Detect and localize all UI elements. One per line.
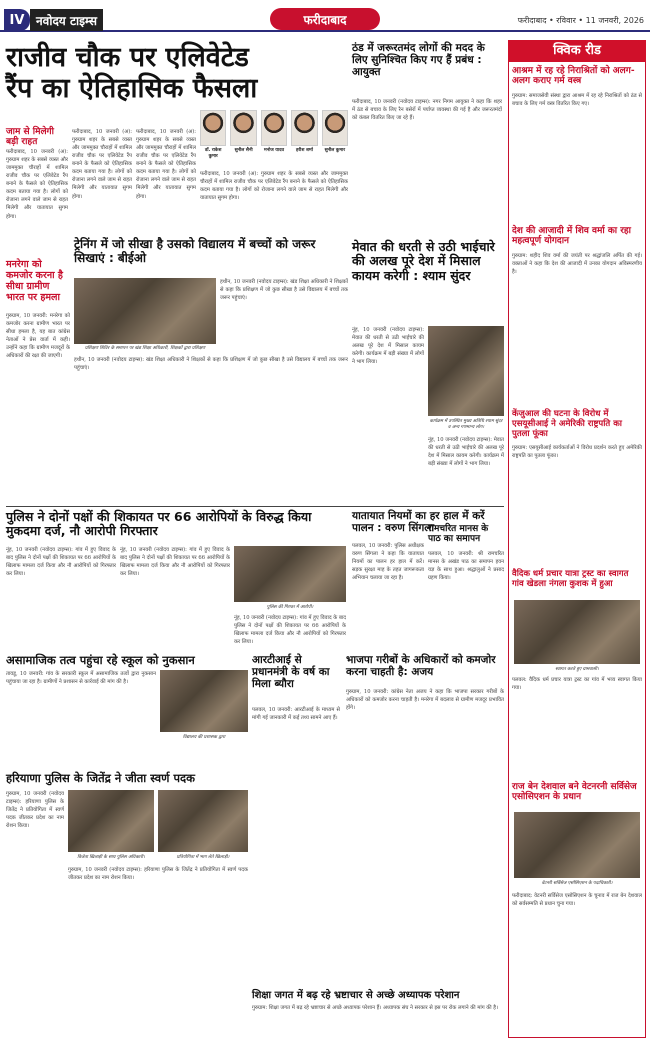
sidebar-body-3: गुरुग्राम: एसयूसीआई कार्यकर्ताओं ने विरोध प्रदर्शन करते हुए अमेरिकी राष्ट्रपति का पुतला फूंका। [512,445,642,460]
police-photo [234,546,346,602]
portrait: सुनील सैनी [230,110,256,166]
ramcharit-body: पलवल, 10 जनवरी: श्री रामचरित मानस के अखंड पाठ का समापन हवन यज्ञ के साथ हुआ। श्रद्धालुओं ने प्रसाद ग्रहण किया। [428,551,504,582]
tent-headline: ठंड में जरूरतमंद लोगों की मदद के लिए सुनिश्चित किए गए हैं प्रबंध : आयुक्त [352,42,485,79]
city-tag: फरीदाबाद [270,8,380,30]
gold-body-2: गुरुग्राम, 10 जनवरी (नवोदय टाइम्स): हरियाणा पुलिस के जितेंद्र ने प्रतियोगिता में स्वर्ण पदक जीतकर प्रदेश का नाम रोशन किया। [68,867,248,882]
sidebar-headline-5: राज बेन देशवाल बने वेटनरनी सर्विसेज एसोसिएशन के प्रधान [512,782,637,803]
mewat-body: नूंह, 10 जनवरी (नवोदय टाइम्स): मेवात की धरती से उठी भाईचारे की अलख पूरे देश में मिसाल कायम करेगी। कार्यक्रम में बड़ी संख्या में लोगों ने भाग लिया। [352,327,424,366]
sidebar-kicker: क्विक रीड [508,40,646,62]
lead-subhead: जाम से मिलेगी बड़ी राहत [6,127,54,147]
gold-photo-1 [68,790,154,852]
mewat-headline: मेवात की धरती से उठी भाईचारे की अलख पूरे देश में मिसाल कायम करेगी : श्याम सुंदर [352,239,495,283]
lead-body-under-photos: फरीदाबाद, 10 जनवरी (अ): गुरुग्राम शहर के सबसे व्यस्त और जाममुक्त चौराहों में शामिल राजीव चौक पर एलिवेटेड रैंप बनाने के फैसले को ऐतिहासिक कदम बताया गया है। लोगों को रोजाना लगने वाले जाम से राहत मिलेगी और यातायात सुगम होगा। [200,171,348,202]
police-body: नूंह, 10 जनवरी (नवोदय टाइम्स): गांव में हुए विवाद के बाद पुलिस ने दोनों पक्षों की शिकायत पर 66 आरोपियों के खिलाफ मामला दर्ज किया और नौ आरोपियों को गिरफ्तार कर लिया। [6,547,116,578]
training-headline: ट्रेनिंग में जो सीखा है उसको विद्यालय में बच्चों को जरूर सिखाएं : बीईओ [74,237,316,265]
page-header [0,6,650,32]
sidebar-caption-5: वेटनरी सर्विसेज एसोसिएशन के पदाधिकारी। [541,881,613,886]
rti-headline: आरटीआई से प्रधानमंत्री के वर्ष का मिला ब्यौरा [252,654,330,691]
training-body: हथीन, 10 जनवरी (नवोदय टाइम्स): खंड शिक्षा अधिकारी ने शिक्षकों से कहा कि प्रशिक्षण में जो कुछ सीखा है उसे विद्यालय में बच्चों तक जरूर पहुंचाएं। [220,279,348,302]
mewat-photo [428,326,504,416]
gold-caption-2: प्रतियोगिता में भाग लेते खिलाड़ी। [176,855,230,860]
gold-caption-1: विजेता खिलाड़ी के साथ पुलिस अधिकारी। [77,855,145,860]
ramcharit-headline: रामचरित मानस के पाठ का समापन [428,524,489,545]
traffic-body: पलवल, 10 जनवरी: पुलिस अधीक्षक वरुण सिंगला ने कहा कि यातायात नियमों का पालन हर हाल में करें। सड़क सुरक्षा माह के तहत जागरूकता अभियान चलाया जा रहा है। [352,543,424,582]
sidebar-body-1: गुरुग्राम: समाजसेवी संस्था द्वारा आश्रम में रह रहे निराश्रितों को ठंड से बचाव के लिए गर्म वस्त्र वितरित किए गए। [512,93,642,108]
traffic-headline: यातायात नियमों का हर हाल में करें पालन : वरुण सिंगला [352,510,485,535]
portrait: डॉ. राकेश कुमार [200,110,226,166]
police-headline: पुलिस ने दोनों पक्षों की शिकायत पर 66 आरोपियों के विरुद्ध किया मुकदमा दर्ज, नौ आरोपी गिरफ्तार [6,509,312,539]
police-body-2: नूंह, 10 जनवरी (नवोदय टाइम्स): गांव में हुए विवाद के बाद पुलिस ने दोनों पक्षों की शिकायत पर 66 आरोपियों के खिलाफ मामला दर्ज किया और नौ आरोपियों को गिरफ्तार कर लिया। [120,547,230,578]
training-body-2: हथीन, 10 जनवरी (नवोदय टाइम्स): खंड शिक्षा अधिकारी ने शिक्षकों से कहा कि प्रशिक्षण में जो कुछ सीखा है उसे विद्यालय में बच्चों तक जरूर पहुंचाएं। [74,357,348,372]
portrait: हरीश शर्मा [291,110,317,166]
section-divider [6,506,504,507]
sidebar-caption-4: स्वागत करते हुए ग्रामवासी। [555,667,599,672]
sidebar-body-5: फरीदाबाद: वेटनरी सर्विसेज एसोसिएशन के चुनाव में राज बेन देशवाल को सर्वसम्मति से प्रधान चुना गया। [512,893,642,908]
training-caption: प्रशिक्षण शिविर के समापन पर खंड शिक्षा अधिकारी, शिक्षकों द्वारा प्रशिक्षण [84,346,206,351]
police-caption: पुलिस की गिरफ्त में आरोपी। [266,605,314,610]
masthead-logo: नवोदय टाइम्स [30,9,103,31]
mnrega-headline: मनरेगा को कमजोर करना है सीधा ग्रामीण भारत पर हमला [6,259,63,303]
sidebar-photo-5 [514,812,640,878]
dateline: फरीदाबाद • रविवार • 11 जनवरी, 2026 [517,16,644,25]
school-body: तावडू, 10 जनवरी: गांव के सरकारी स्कूल में असामाजिक तत्वों द्वारा नुकसान पहुंचाया जा रहा है। ग्रामीणों ने प्रशासन से कार्रवाई की मांग की है। [6,671,156,686]
sidebar-headline-4: वैदिक धर्म प्रचार यात्रा ट्रस्ट का स्वागत गांव खेडला नंगला कुशक में हुआ [512,569,629,589]
sidebar-headline-3: केंजुआल की घटना के विरोध में एसयूसीआई ने अमेरिकी राष्ट्रपति का पुतला फूंका [512,409,622,439]
portrait: मनोज यादव [261,110,287,166]
rti-body: पलवल, 10 जनवरी: आरटीआई के माध्यम से मांगी गई जानकारी में कई तथ्य सामने आए हैं। [252,707,340,722]
education-headline: शिक्षा जगत में बढ़ रहे भ्रष्टाचार से अच्छे अध्यापक परेशान [252,990,460,1001]
lead-body: फरीदाबाद, 10 जनवरी (अ): गुरुग्राम शहर के सबसे व्यस्त और जाममुक्त चौराहों में शामिल राजीव चौक पर एलिवेटेड रैंप बनाने के फैसले को ऐतिहासिक कदम बताया गया है। लोगों को रोजाना लगने वाले जाम से राहत मिलेगी और यातायात सुगम होगा। [6,149,68,220]
lead-body-col3: फरीदाबाद, 10 जनवरी (अ): गुरुग्राम शहर के सबसे व्यस्त और जाममुक्त चौराहों में शामिल राजीव चौक पर एलिवेटेड रैंप बनाने के फैसले को ऐतिहासिक कदम बताया गया है। लोगों को रोजाना लगने वाले जाम से राहत मिलेगी और यातायात सुगम होगा। [136,129,196,200]
bjp-body: गुरुग्राम, 10 जनवरी: कांग्रेस नेता अजय ने कहा कि भाजपा सरकार गरीबों के अधिकारों को कमजोर करना चाहती है। मनरेगा में बदलाव से ग्रामीण मजदूर प्रभावित होंगे। [346,689,504,712]
lead-headline: राजीव चौक पर एलिवेटेड रैंप का ऐतिहासिक फैसला [6,42,258,105]
page-number: IV [4,9,30,31]
gold-body: गुरुग्राम, 10 जनवरी (नवोदय टाइम्स): हरियाणा पुलिस के जितेंद्र ने प्रतियोगिता में स्वर्ण पदक जीतकर प्रदेश का नाम रोशन किया। [6,791,64,830]
education-body: गुरुग्राम: शिक्षा जगत में बढ़ रहे भ्रष्टाचार से अच्छे अध्यापक परेशान हैं। अध्यापक संघ ने सरकार से इस पर रोक लगाने की मांग की है। [252,1005,498,1011]
sidebar-headline-1: आश्रम में रह रहे निराश्रितों को अलग-अलग कराए गर्म वस्त्र [512,66,635,87]
sidebar-photo-4 [514,600,640,664]
lead-body-col2: फरीदाबाद, 10 जनवरी (अ): गुरुग्राम शहर के सबसे व्यस्त और जाममुक्त चौराहों में शामिल राजीव चौक पर एलिवेटेड रैंप बनाने के फैसले को ऐतिहासिक कदम बताया गया है। लोगों को रोजाना लगने वाले जाम से राहत मिलेगी और यातायात सुगम होगा। [72,129,132,200]
school-caption: विद्यालय की प्रशासक द्वारा [182,735,226,740]
lead-portraits [200,110,348,166]
police-body-3: नूंह, 10 जनवरी (नवोदय टाइम्स): गांव में हुए विवाद के बाद पुलिस ने दोनों पक्षों की शिकायत पर 66 आरोपियों के खिलाफ मामला दर्ज किया और नौ आरोपियों को गिरफ्तार कर लिया। [234,615,346,646]
sidebar-headline-2: देश की आजादी में शिव वर्मा का रहा महत्वपूर्ण योगदान [512,226,631,247]
gold-headline: हरियाणा पुलिस के जितेंद्र ने जीता स्वर्ण पदक [6,771,195,785]
mnrega-body: गुरुग्राम, 10 जनवरी: मनरेगा को कमजोर करना ग्रामीण भारत पर सीधा हमला है, यह बात कांग्रेस नेताओं ने प्रेस वार्ता में कही। उन्होंने कहा कि ग्रामीण मजदूरों के अधिकारों की रक्षा की जाएगी। [6,313,70,360]
training-photo [74,278,216,344]
school-photo [160,670,248,732]
mewat-body-2: नूंह, 10 जनवरी (नवोदय टाइम्स): मेवात की धरती से उठी भाईचारे की अलख पूरे देश में मिसाल कायम करेगी। कार्यक्रम में बड़ी संख्या में लोगों ने भाग लिया। [428,437,504,468]
mewat-caption: कार्यक्रम में उपस्थित मुख्य अतिथि श्याम सुंदर व अन्य गणमान्य लोग। [429,419,503,430]
bjp-headline: भाजपा गरीबों के अधिकारों को कमजोर करना चाहती है: अजय [346,654,496,679]
gold-photo-2 [158,790,248,852]
sidebar-body-2: गुरुग्राम: शहीद शिव वर्मा की जयंती पर श्रद्धांजलि अर्पित की गई। वक्ताओं ने कहा कि देश की आजादी में उनका योगदान अविस्मरणीय है। [512,253,642,276]
school-headline: असामाजिक तत्व पहुंचा रहे स्कूल को नुकसान [6,653,195,667]
tent-body: फरीदाबाद, 10 जनवरी (नवोदय टाइम्स): नगर निगम आयुक्त ने कहा कि शहर में ठंड से बचाव के लिए रैन बसेरों में पर्याप्त व्यवस्था की गई है और जरूरतमंदों को कंबल वितरित किए जा रहे हैं। [352,99,502,122]
portrait: सुनील कुमार [322,110,348,166]
sidebar-body-4: पलवल: वैदिक धर्म प्रचार यात्रा ट्रस्ट का गांव में भव्य स्वागत किया गया। [512,677,642,692]
